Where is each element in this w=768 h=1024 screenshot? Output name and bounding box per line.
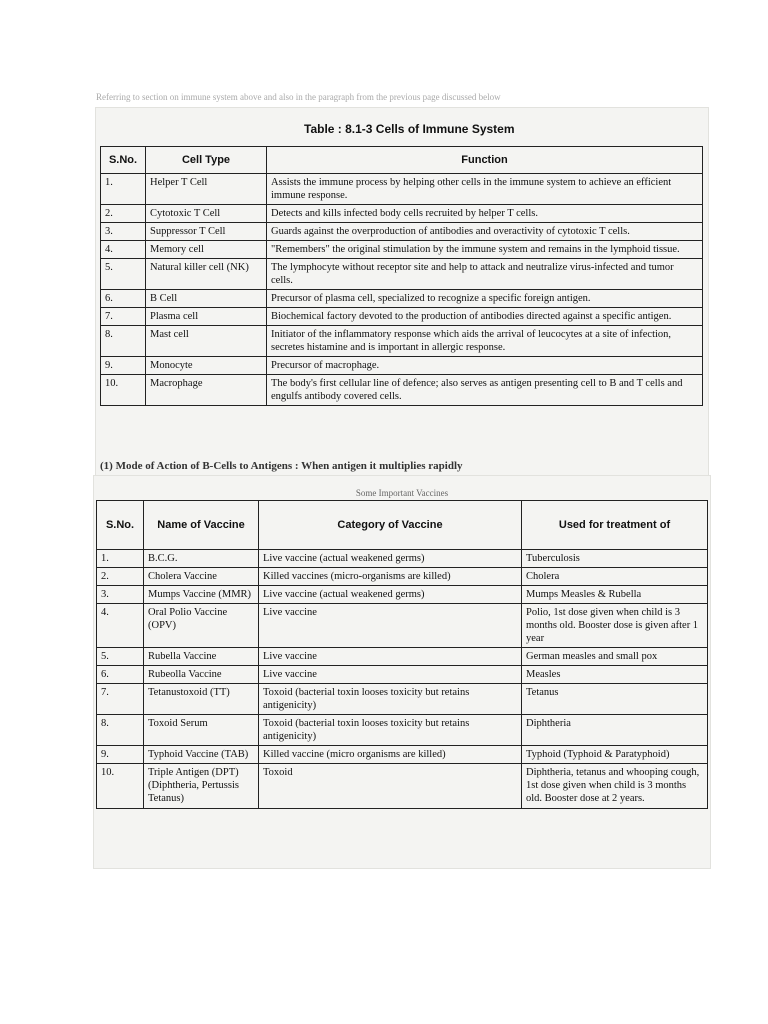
- cell-sno: 10.: [101, 375, 146, 406]
- cell-vaccine: Cholera Vaccine: [144, 568, 259, 586]
- cell-sno: 6.: [97, 666, 144, 684]
- col-function: Function: [267, 147, 703, 174]
- table-row: [97, 550, 708, 568]
- cell-category: Toxoid (bacterial toxin looses toxicity but retains antigenicity): [259, 715, 522, 746]
- table-row: [97, 568, 708, 586]
- col-sno: S.No.: [101, 147, 146, 174]
- cell-sno: 5.: [101, 259, 146, 290]
- cell-category: Live vaccine: [259, 604, 522, 648]
- cell-category: Toxoid (bacterial toxin looses toxicity but retains antigenicity): [259, 684, 522, 715]
- table-row: [101, 259, 703, 290]
- cell-function: The lymphocyte without receptor site and help to attack and neutralize virus-infected and tumor cells.: [267, 259, 703, 290]
- cell-category: Toxoid: [259, 764, 522, 809]
- table-row: [101, 375, 703, 406]
- table-row: [101, 241, 703, 259]
- cell-function: "Remembers" the original stimulation by the immune system and remains in the lymphoid tissue.: [267, 241, 703, 259]
- cell-type: Macrophage: [146, 375, 267, 406]
- cell-type: Helper T Cell: [146, 174, 267, 205]
- cell-use: Mumps Measles & Rubella: [522, 586, 708, 604]
- cell-vaccine: Oral Polio Vaccine (OPV): [144, 604, 259, 648]
- cell-use: Tuberculosis: [522, 550, 708, 568]
- cell-sno: 9.: [101, 357, 146, 375]
- table-row: [101, 174, 703, 205]
- table-row: [97, 715, 708, 746]
- cell-sno: 10.: [97, 764, 144, 809]
- table-row: [97, 764, 708, 809]
- table-row: [101, 205, 703, 223]
- table-row: [101, 308, 703, 326]
- table-header-row: [97, 501, 708, 550]
- cell-sno: 7.: [101, 308, 146, 326]
- table2-partial-title: Some Important Vaccines: [355, 488, 449, 498]
- table-row: [101, 290, 703, 308]
- cell-sno: 6.: [101, 290, 146, 308]
- cell-sno: 1.: [101, 174, 146, 205]
- cell-category: Live vaccine (actual weakened germs): [259, 550, 522, 568]
- cell-sno: 4.: [101, 241, 146, 259]
- cell-sno: 2.: [101, 205, 146, 223]
- table-row: [97, 648, 708, 666]
- table-row: [97, 684, 708, 715]
- cell-use: Typhoid (Typhoid & Paratyphoid): [522, 746, 708, 764]
- cell-vaccine: Mumps Vaccine (MMR): [144, 586, 259, 604]
- cell-function: Guards against the overproduction of antibodies and overactivity of cytotoxic T cells.: [267, 223, 703, 241]
- cell-vaccine: Rubella Vaccine: [144, 648, 259, 666]
- cell-use: Cholera: [522, 568, 708, 586]
- cell-sno: 2.: [97, 568, 144, 586]
- col-used-for: Used for treatment of: [522, 501, 708, 550]
- cell-sno: 3.: [97, 586, 144, 604]
- table-row: [97, 666, 708, 684]
- cell-function: Precursor of macrophage.: [267, 357, 703, 375]
- cell-sno: 1.: [97, 550, 144, 568]
- cell-use: Diphtheria: [522, 715, 708, 746]
- cell-category: Live vaccine (actual weakened germs): [259, 586, 522, 604]
- cell-category: Live vaccine: [259, 666, 522, 684]
- cell-use: Tetanus: [522, 684, 708, 715]
- cell-type: Cytotoxic T Cell: [146, 205, 267, 223]
- header-fragment: Referring to section on immune system above and also in the paragraph from the previous page discussed below: [96, 92, 501, 102]
- col-vaccine-name: Name of Vaccine: [144, 501, 259, 550]
- cell-function: The body's first cellular line of defence; also serves as antigen presenting cell to B and T cells and engulfs antibody covered cells.: [267, 375, 703, 406]
- cell-category: Killed vaccines (micro-organisms are killed): [259, 568, 522, 586]
- cell-sno: 7.: [97, 684, 144, 715]
- cell-sno: 5.: [97, 648, 144, 666]
- cell-sno: 4.: [97, 604, 144, 648]
- table-header-row: [101, 147, 703, 174]
- col-cell-type: Cell Type: [146, 147, 267, 174]
- cell-vaccine: Toxoid Serum: [144, 715, 259, 746]
- cell-category: Live vaccine: [259, 648, 522, 666]
- cell-function: Biochemical factory devoted to the production of antibodies directed against a specific antigen.: [267, 308, 703, 326]
- cell-use: Diphtheria, tetanus and whooping cough, 1st dose given when child is 3 months old. Booster dose at 2 years.: [522, 764, 708, 809]
- cell-function: Precursor of plasma cell, specialized to recognize a specific foreign antigen.: [267, 290, 703, 308]
- cell-type: B Cell: [146, 290, 267, 308]
- cutoff-heading: (1) Mode of Action of B-Cells to Antigens : When antigen it multiplies rapidly: [100, 460, 463, 472]
- table-row: [101, 357, 703, 375]
- cell-type: Memory cell: [146, 241, 267, 259]
- table-row: [101, 223, 703, 241]
- cell-type: Monocyte: [146, 357, 267, 375]
- cell-vaccine: Triple Antigen (DPT) (Diphtheria, Pertussis Tetanus): [144, 764, 259, 809]
- vaccines-table: [96, 500, 708, 809]
- cell-type: Natural killer cell (NK): [146, 259, 267, 290]
- cell-use: Measles: [522, 666, 708, 684]
- col-sno: S.No.: [97, 501, 144, 550]
- cell-category: Killed vaccine (micro organisms are killed): [259, 746, 522, 764]
- cell-function: Detects and kills infected body cells recruited by helper T cells.: [267, 205, 703, 223]
- cell-type: Plasma cell: [146, 308, 267, 326]
- cell-sno: 8.: [101, 326, 146, 357]
- table-row: [101, 326, 703, 357]
- cell-vaccine: Typhoid Vaccine (TAB): [144, 746, 259, 764]
- immune-cells-table: [100, 146, 703, 406]
- cell-use: Polio, 1st dose given when child is 3 months old. Booster dose is given after 1 year: [522, 604, 708, 648]
- table1-title: Table : 8.1-3 Cells of Immune System: [304, 122, 515, 136]
- cell-function: Initiator of the inflammatory response which aids the arrival of leucocytes at a site of infection, secretes histamine and is important in allergic response.: [267, 326, 703, 357]
- table-row: [97, 604, 708, 648]
- col-category: Category of Vaccine: [259, 501, 522, 550]
- cell-vaccine: B.C.G.: [144, 550, 259, 568]
- cell-sno: 3.: [101, 223, 146, 241]
- cell-vaccine: Rubeolla Vaccine: [144, 666, 259, 684]
- cell-type: Mast cell: [146, 326, 267, 357]
- table-row: [97, 746, 708, 764]
- cell-vaccine: Tetanustoxoid (TT): [144, 684, 259, 715]
- cell-type: Suppressor T Cell: [146, 223, 267, 241]
- table-row: [97, 586, 708, 604]
- cell-sno: 8.: [97, 715, 144, 746]
- cell-function: Assists the immune process by helping other cells in the immune system to achieve an efficient immune response.: [267, 174, 703, 205]
- cell-use: German measles and small pox: [522, 648, 708, 666]
- cell-sno: 9.: [97, 746, 144, 764]
